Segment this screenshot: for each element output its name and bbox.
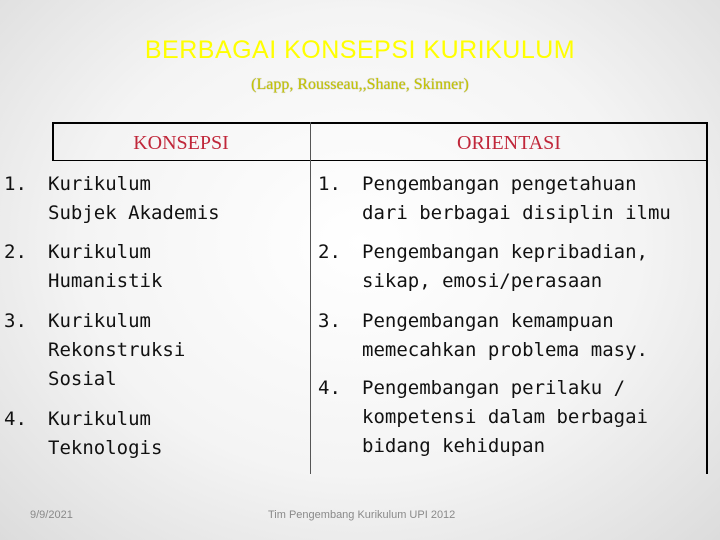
slide-subtitle: (Lapp, Rousseau,,Shane, Skinner) — [251, 76, 469, 93]
footer-credit: Tim Pengembang Kurikulum UPI 2012 — [268, 509, 456, 521]
item-text: Kurikulum Teknologis — [48, 408, 163, 459]
item-text: Pengembangan pengetahuan dari berbagai disiplin ilmu — [362, 173, 671, 224]
orientasi-item-1 — [318, 170, 714, 228]
konsepsi-item-4 — [4, 405, 304, 463]
item-number: 4. — [4, 408, 27, 430]
konsepsi-item-2 — [4, 238, 304, 296]
item-number: 2. — [318, 241, 341, 263]
item-text: Kurikulum Subjek Akademis — [48, 173, 220, 224]
item-text: Kurikulum Humanistik — [48, 241, 163, 292]
item-number: 3. — [4, 310, 27, 332]
orientasi-item-2 — [318, 238, 714, 296]
item-number: 1. — [318, 173, 341, 195]
table-top-border — [52, 122, 708, 124]
table-header-divider — [52, 160, 708, 161]
header-konsepsi: KONSEPSI — [133, 132, 229, 154]
konsepsi-item-1 — [4, 170, 304, 228]
slide-title: BERBAGAI KONSEPSI KURIKULUM — [144, 36, 576, 64]
item-number: 2. — [4, 241, 27, 263]
item-number: 4. — [318, 377, 341, 399]
item-text: Pengembangan kemampuan memecahkan problema masy. — [362, 310, 648, 361]
item-number: 3. — [318, 310, 341, 332]
item-text: Pengembangan perilaku / kompetensi dalam berbagai bidang kehidupan — [362, 377, 648, 457]
header-orientasi: ORIENTASI — [457, 132, 561, 154]
item-number: 1. — [4, 173, 27, 195]
item-text: Pengembangan kepribadian, sikap, emosi/perasaan — [362, 241, 648, 292]
item-text: Kurikulum Rekonstruksi Sosial — [48, 310, 186, 390]
table-column-divider — [310, 122, 311, 474]
konsepsi-item-3 — [4, 307, 304, 394]
orientasi-item-4 — [318, 374, 714, 461]
orientasi-item-3 — [318, 307, 714, 365]
footer-date: 9/9/2021 — [30, 509, 73, 521]
